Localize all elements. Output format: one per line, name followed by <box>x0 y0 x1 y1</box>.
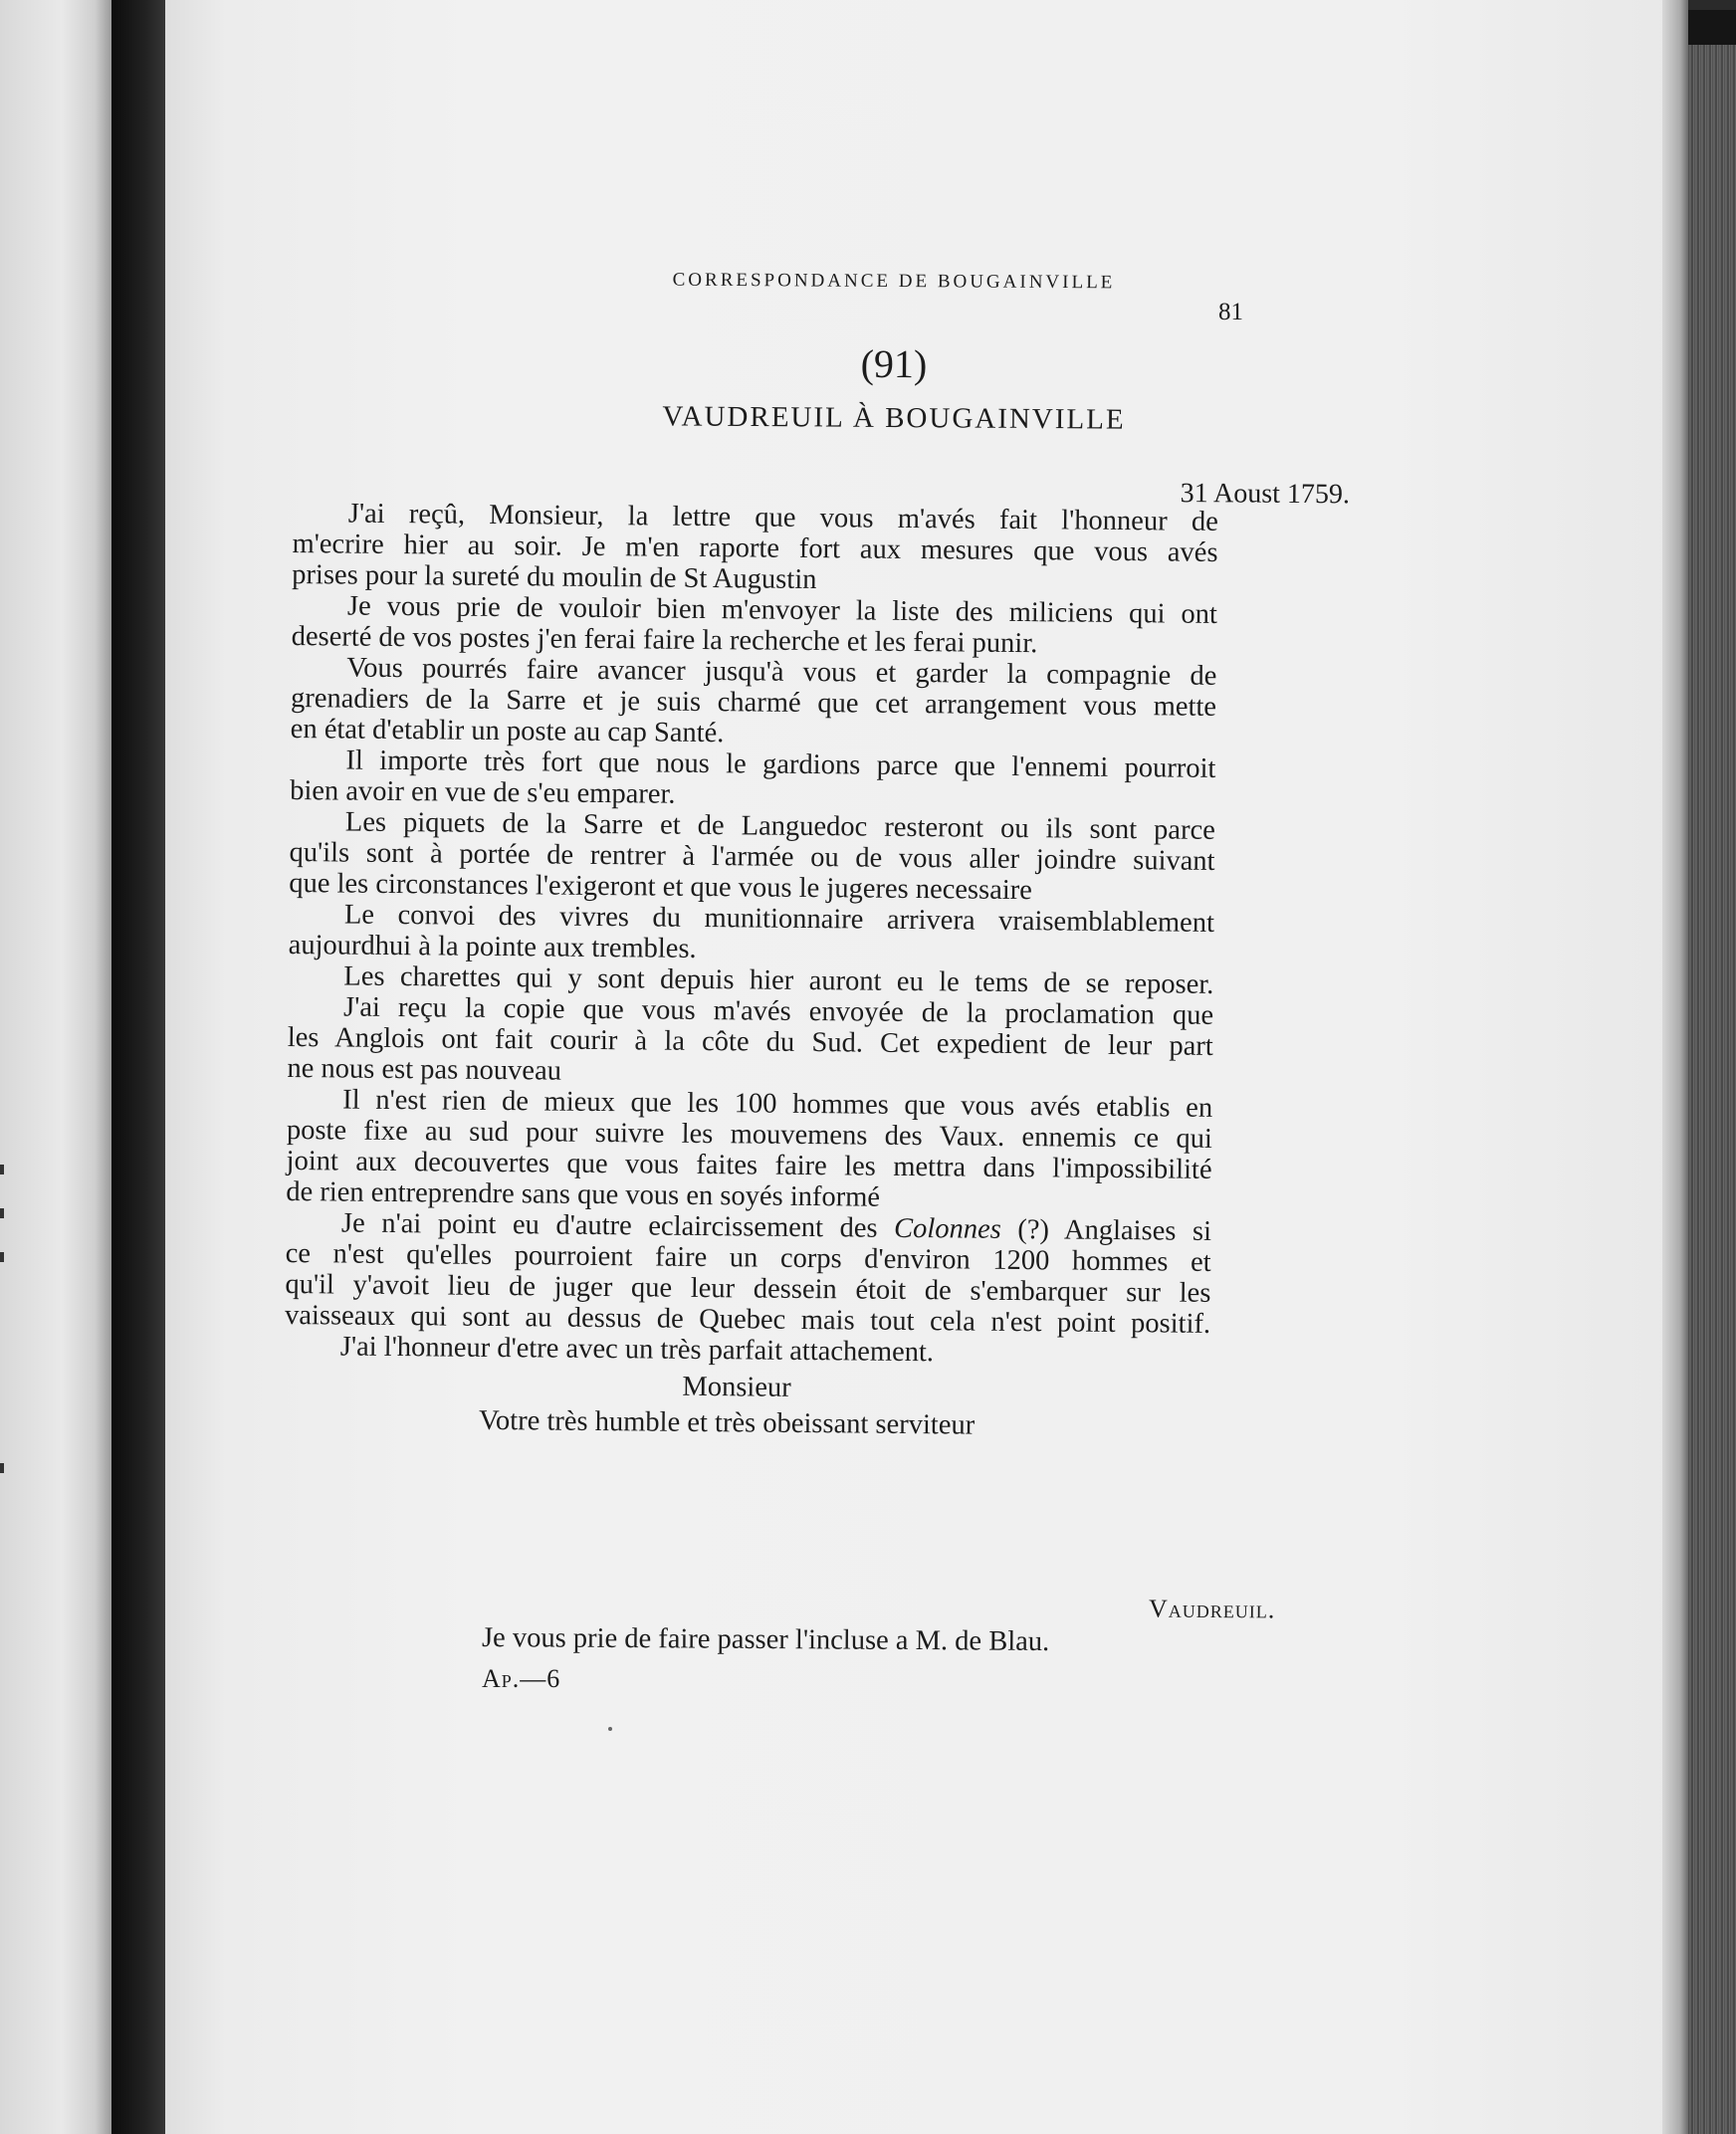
body-line: Le convoi des vivres du munitionnaire arrivera vraisemblablement <box>343 899 1215 939</box>
body-line: en état d'etablir un poste au cap Santé. <box>290 713 725 749</box>
body-line: poste fixe au sud pour suivre les mouvemens des Vaux. ennemis ce qui <box>286 1114 1213 1155</box>
body-line: joint aux decouvertes que vous faites faire les mettra dans l'impossibilité <box>286 1145 1212 1185</box>
body-line: Les charettes qui y sont depuis hier auront eu le tems de se reposer. <box>343 960 1214 1000</box>
body-line: deserté de vos postes j'en ferai faire la recherche et les ferai punir. <box>291 620 1038 660</box>
body-line: qu'il y'avoit lieu de juger que leur dessein étoit de s'embarquer sur les <box>285 1268 1211 1309</box>
closing-salutation: Monsieur <box>682 1371 791 1403</box>
book-page <box>165 0 1688 2134</box>
left-facing-page-edge <box>0 0 111 2134</box>
body-line: Je n'ai point eu d'autre eclaircissement des Colonnes (?) Anglaises si <box>340 1207 1212 1247</box>
body-line: aujourdhui à la pointe aux trembles. <box>288 929 697 964</box>
body-line: Vous pourrés faire avancer jusqu'à vous et garder la compagnie de <box>346 652 1217 692</box>
body-line: que les circonstances l'exigeront et que vous le jugeres necessaire <box>289 867 1033 907</box>
body-line: J'ai l'honneur d'etre avec un très parfait attachement. <box>339 1331 935 1369</box>
body-line: les Anglois ont fait courir à la côte du Sud. Cet expedient de leur part <box>287 1021 1213 1062</box>
speck <box>608 1727 612 1731</box>
gutter-shadow <box>111 0 169 2134</box>
closing-line: Votre très humble et très obeissant serviteur <box>478 1404 976 1441</box>
italic-word: Colonnes <box>893 1212 1001 1245</box>
body-line: Il importe très fort que nous le gardions parce que l'ennemi pourroit <box>345 745 1216 784</box>
body-line: Les piquets de la Sarre et de Languedoc resteront ou ils sont parce <box>344 806 1215 846</box>
letter-title: VAUDREUIL À BOUGAINVILLE <box>662 400 1126 436</box>
postscript: Je vous prie de faire passer l'incluse a M. de Blau. <box>481 1622 1050 1657</box>
body-line: qu'ils sont à portée de rentrer à l'armée ou de vous aller joindre suivant <box>289 836 1215 877</box>
footer-signature-mark: Ap.—6 <box>482 1664 561 1693</box>
book-page-stack-edge <box>1688 45 1736 2134</box>
body-line: vaisseaux qui sont au dessus de Quebec mais tout cela n'est point positif. <box>284 1299 1211 1340</box>
body-line: Je vous prie de vouloir bien m'envoyer la liste des miliciens qui ont <box>346 590 1218 630</box>
page-text <box>165 0 1688 2134</box>
signature: Vaudreuil. <box>1148 1594 1276 1624</box>
body-line: m'ecrire hier au soir. Je m'en raporte fort aux mesures que vous avés <box>292 528 1218 568</box>
body-line: J'ai reçû, Monsieur, la lettre que vous m'avés fait l'honneur de <box>347 498 1218 537</box>
letter-date: 31 Aoust 1759. <box>1180 478 1351 511</box>
body-line: J'ai reçu la copie que vous m'avés envoyée de la proclamation que <box>342 991 1214 1031</box>
body-line: de rien entreprendre sans que vous en soyés informé <box>286 1175 881 1213</box>
document-number: (91) <box>860 340 928 387</box>
edge-ink-marks <box>0 1165 8 1483</box>
body-line: bien avoir en vue de s'eu emparer. <box>290 774 676 810</box>
page-number: 81 <box>1218 299 1243 325</box>
body-line: prises pour la sureté du moulin de St Augustin <box>292 558 817 596</box>
body-line: ne nous est pas nouveau <box>287 1052 562 1087</box>
running-head: CORRESPONDANCE DE BOUGAINVILLE <box>672 269 1116 294</box>
body-line: ce n'est qu'elles pourroient faire un corps d'environ 1200 hommes et <box>285 1237 1211 1278</box>
body-line: grenadiers de la Sarre et je suis charmé que cet arrangement vous mette <box>290 682 1217 723</box>
body-line: Il n'est rien de mieux que les 100 hommes que vous avés etablis en <box>342 1084 1213 1124</box>
right-page-curl <box>1662 0 1688 2134</box>
